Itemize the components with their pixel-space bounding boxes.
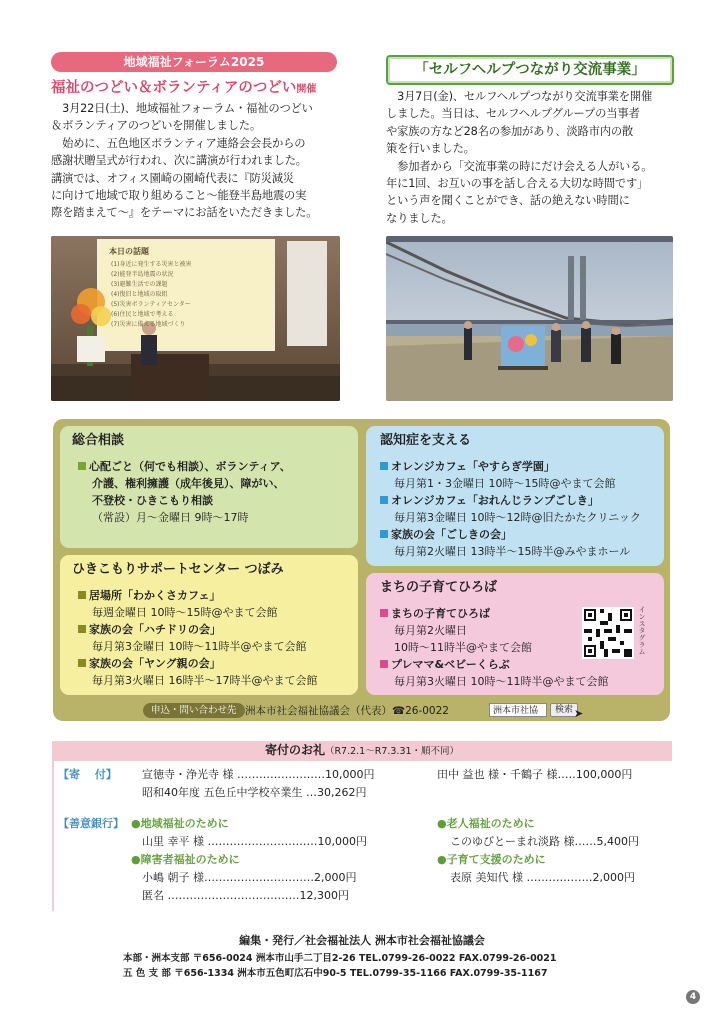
sogo-title: 総合相談 xyxy=(72,433,125,448)
list-item: 心配ごと（何でも相談）、ボランティア、 xyxy=(78,458,291,475)
kosodate-title: まちの子育てひろば xyxy=(380,580,498,595)
list-item: 不登校・ひきこもり相談 xyxy=(92,494,213,507)
donation-item: 小嶋 朝子 様…………………………2,000円 xyxy=(142,871,357,884)
qr-label: インスタグラム xyxy=(638,606,646,655)
forum-pill: 地域福祉フォーラム2025 xyxy=(51,52,337,72)
category-elderly-welfare: ●老人福祉のために xyxy=(437,817,535,830)
list-item: オレンジカフェ「おれんじランプごしき」 xyxy=(380,492,641,509)
list-item: 居場所「わかくさカフェ」 xyxy=(78,587,318,604)
sogo-box xyxy=(60,426,358,548)
bullet-square-icon xyxy=(380,609,388,617)
list-item: 毎月第1・3金曜日 10時～15時@やまて会館 xyxy=(394,477,616,490)
forum-body: 3月22日(土)、地域福祉フォーラム・福祉のつどい ＆ボランティアのつどいを開催しました。 始めに、五色地区ボランティア連絡会会長からの 感謝状贈呈式が行われ、次に講演が行われました。 講演では、オフィス園崎の園崎代表に『防災減災 に向けて地域で取り組めること～能登半島地震の実 際を踏まえて～』をテーマにお話をいただきました。 xyxy=(51,102,318,220)
list-item: オレンジカフェ「やすらぎ学園」 xyxy=(380,458,641,475)
sogo-list xyxy=(78,458,291,526)
list-item: （常設）月～金曜日 9時～17時 xyxy=(92,511,249,524)
bullet-square-icon xyxy=(380,496,388,504)
list-item: 家族の会「ごしきの会」 xyxy=(380,526,641,543)
list-item: プレママ&ベビーくらぶ xyxy=(380,656,609,673)
bullet-square-icon xyxy=(78,625,86,633)
donation-item: 匿名 ………………………………12,300円 xyxy=(142,889,349,902)
footer-publisher: 編集・発行／社会福祉法人 洲本市社会福祉協議会 xyxy=(239,934,485,947)
slide-lines xyxy=(111,260,192,330)
kifu-item-1: 宣徳寺・浄光寺 様 ……………………10,000円 xyxy=(142,768,375,781)
kifu-item-3: 田中 益也 様・千鶴子 様…‥100,000円 xyxy=(437,768,633,781)
bullet-square-icon xyxy=(78,462,86,470)
slide-line: (3)避難生活での課題 xyxy=(111,281,168,288)
list-item: 毎月第3火曜日 16時半～17時半@やまて会館 xyxy=(92,674,318,687)
donations-divider xyxy=(52,759,54,911)
slide-line: (2)能登半島地震の状況 xyxy=(111,271,174,278)
search-button[interactable]: 検索 xyxy=(550,703,578,717)
lecture-illustration xyxy=(51,236,340,401)
qr-code-icon xyxy=(584,609,632,657)
slide-line: (6)住民と地域で考える xyxy=(111,311,174,318)
ninchi-title: 認知症を支える xyxy=(380,433,472,448)
bullet-square-icon xyxy=(380,462,388,470)
contact-text: 洲本市社会福祉協議会（代表）☎26-0022 xyxy=(245,705,449,717)
list-item: 毎月第3金曜日 10時～11時半@やまて会館 xyxy=(92,640,307,653)
bullet-square-icon xyxy=(78,591,86,599)
cursor-icon: ➤ xyxy=(574,707,584,720)
hikikomori-list xyxy=(78,587,318,689)
donation-item: 山里 幸平 様 …………………………10,000円 xyxy=(142,835,367,848)
page-number: 4 xyxy=(686,990,700,1004)
bridge-photo xyxy=(386,236,673,401)
donation-item: このゆびとーまれ淡路 様……5,400円 xyxy=(450,835,639,848)
list-item: まちの子育てひろば xyxy=(380,605,609,622)
search-input[interactable]: 洲本市社協 xyxy=(489,703,547,717)
forum-headline-suffix: 開催 xyxy=(296,84,317,95)
bridge-illustration xyxy=(386,236,673,401)
slide-line: (4)復旧と地域の取組 xyxy=(111,291,168,298)
forum-headline xyxy=(51,76,316,97)
bullet-square-icon xyxy=(380,530,388,538)
donations-title: 寄付のお礼 xyxy=(264,743,325,757)
donations-period: （R7.2.1～R7.3.31・順不同） xyxy=(324,746,460,757)
hikikomori-box xyxy=(60,555,358,695)
slide-line: (7)災害に備える地域づくり xyxy=(111,321,186,328)
kifu-item-2: 昭和40年度 五色丘中学校卒業生 …30,262円 xyxy=(142,786,367,799)
list-item: 介護、権利擁護（成年後見）、障がい、 xyxy=(92,477,285,490)
kosodate-list xyxy=(380,605,609,690)
list-item: 毎月第2火曜日 13時半～15時半@みやまホール xyxy=(394,545,631,558)
kifu-label: 【寄 付】 xyxy=(58,768,117,781)
instagram-qr-code[interactable] xyxy=(582,607,634,659)
footer-goshiki-branch: 五 色 支 部 〒656-1334 洲本市五色町広石中90-5 TEL.0799-35-1166 FAX.0799-35-1167 xyxy=(123,968,548,979)
ninchi-list xyxy=(380,458,641,560)
selfhelp-body: 3月7日(金)、セルフヘルプつながり交流事業を開催 しました。当日は、セルフヘルプグループの当事者 や家族の方など28名の参加があり、淡路市内の散 策を行いました。 参加者から「交流事業の時にだけ会える人がいる。 年に1回、お互いの事を話し合える大切な時間です」 という声を聞くことができ、話の絶えない時間に なりました。 xyxy=(386,90,653,225)
list-item: 家族の会「ハチドリの会」 xyxy=(78,621,318,638)
list-item: 10時～11時半@やまて会館 xyxy=(394,641,532,654)
bullet-square-icon xyxy=(78,659,86,667)
category-child-support: ●子育て支援のために xyxy=(437,853,546,866)
donation-item: 表原 美知代 様 ………………2,000円 xyxy=(450,871,635,884)
contact-label: 申込・問い合わせ先 xyxy=(143,703,245,718)
list-item: 毎月第3金曜日 10時～12時@旧たかたクリニック xyxy=(394,511,641,524)
list-item: 毎月第3火曜日 10時～11時半@やまて会館 xyxy=(394,675,609,688)
footer-main-office: 本部・洲本支部 〒656-0024 洲本市山手二丁目2-26 TEL.0799-26-0022 FAX.0799-26-0021 xyxy=(123,953,557,964)
category-local-welfare: ●地域福祉のために xyxy=(131,817,229,830)
zenni-label: 【善意銀行】 xyxy=(58,817,124,830)
list-item: 毎週金曜日 10時～15時@やまて会館 xyxy=(92,606,278,619)
ninchi-box xyxy=(366,426,664,566)
list-item: 毎月第2火曜日 xyxy=(394,624,467,637)
kosodate-box xyxy=(366,573,664,695)
category-disability-welfare: ●障害者福祉のために xyxy=(131,853,240,866)
selfhelp-title: 「セルフヘルプつながり交流事業」 xyxy=(386,55,674,85)
forum-headline-main: 福祉のつどい＆ボランティアのつどい xyxy=(51,80,297,96)
slide-line: (1)身近に発生する災害と被害 xyxy=(111,261,192,268)
hikikomori-title: ひきこもりサポートセンター つぼみ xyxy=(72,562,284,577)
slide-line: (5)災害ボランティアセンター xyxy=(111,301,191,308)
slide-title: 本日の話題 xyxy=(109,247,149,256)
donations-header xyxy=(52,741,672,761)
bullet-square-icon xyxy=(380,660,388,668)
list-item: 家族の会「ヤング親の会」 xyxy=(78,655,318,672)
forum-photo xyxy=(51,236,340,401)
